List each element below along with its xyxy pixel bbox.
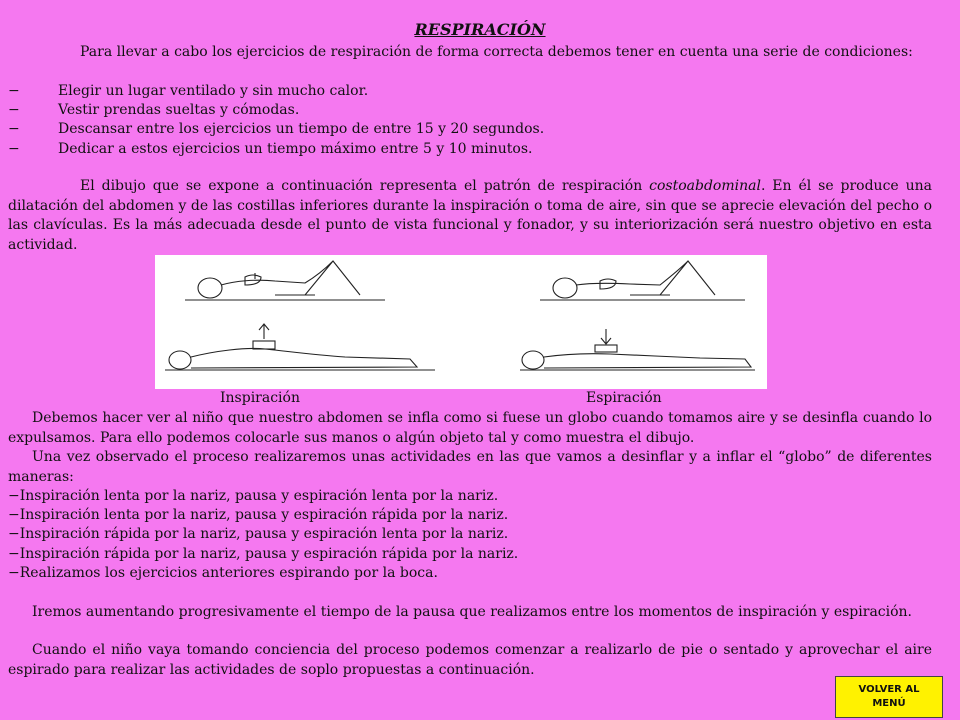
back-to-menu-button[interactable] bbox=[835, 676, 943, 718]
body-outline bbox=[544, 354, 751, 368]
condition-text: Dedicar a estos ejercicios un tiempo máximo entre 5 y 10 minutos. bbox=[58, 141, 533, 157]
head bbox=[522, 351, 544, 369]
caption-expiration: Espiración bbox=[586, 390, 662, 406]
bullet-dash: − bbox=[8, 102, 20, 118]
condition-item bbox=[8, 120, 544, 140]
drawing-text-b: . En él se produce una dilatación del abdomen y de las costillas inferiores durante la inspiración o toma de aire, sin que se aprecie elevación del pecho o las clavículas. Es la más adecuada desde el punto de vista funcional y fonador, y su interiorización será nuestro objetivo en esta actividad. bbox=[8, 178, 932, 253]
back-to-menu-label: VOLVER AL MENÚ bbox=[858, 684, 920, 709]
head bbox=[169, 351, 191, 369]
activity-item: −Realizamos los ejercicios anteriores espirando por la boca. bbox=[8, 565, 438, 581]
hand bbox=[600, 279, 616, 289]
breathing-figures-svg bbox=[155, 255, 767, 389]
body-outline bbox=[191, 348, 417, 368]
pause-paragraph: Iremos aumentando progresivamente el tiempo de la pausa que realizamos entre los momentos de inspiración y espiración. bbox=[32, 604, 913, 620]
final-paragraph: Cuando el niño vaya tomando conciencia del proceso podemos comenzar a realizarlo de pie o sentado y aprovechar el aire espirado para realizar las actividades de soplo propuestas a continuación. bbox=[8, 642, 932, 678]
bullet-dash: − bbox=[8, 121, 20, 137]
condition-text: Elegir un lugar ventilado y sin mucho calor. bbox=[58, 83, 369, 99]
head bbox=[198, 278, 222, 298]
inspiration-figures bbox=[165, 261, 435, 370]
condition-text: Vestir prendas sueltas y cómodas. bbox=[58, 102, 300, 118]
bullet-dash: − bbox=[8, 141, 20, 157]
condition-text: Descansar entre los ejercicios un tiempo de entre 15 y 20 segundos. bbox=[58, 121, 545, 137]
object-on-belly bbox=[595, 345, 617, 352]
page-title: RESPIRACIÓN bbox=[414, 20, 546, 39]
body-outline bbox=[221, 261, 360, 295]
activity-item: −Inspiración rápida por la nariz, pausa y espiración rápida por la nariz. bbox=[8, 546, 519, 562]
head bbox=[553, 278, 577, 298]
expiration-figures bbox=[520, 261, 755, 370]
drawing-paragraph bbox=[8, 177, 932, 255]
activity-item: −Inspiración lenta por la nariz, pausa y espiración lenta por la nariz. bbox=[8, 488, 499, 504]
condition-item bbox=[8, 140, 533, 160]
condition-item bbox=[8, 101, 299, 121]
drawing-text-a: El dibujo que se expone a continuación representa el patrón de respiración bbox=[80, 178, 650, 194]
drawing-text-emphasis: costoabdominal bbox=[649, 178, 761, 194]
activity-item: −Inspiración rápida por la nariz, pausa y espiración lenta por la nariz. bbox=[8, 526, 509, 542]
caption-inspiration: Inspiración bbox=[220, 390, 300, 406]
balloon-paragraph: Debemos hacer ver al niño que nuestro abdomen se infla como si fuese un globo cuando tomamos aire y se desinfla cuando lo expulsamos. Para ello podemos colocarle sus manos o algún objeto tal y como muestra el dibujo. bbox=[8, 410, 932, 446]
condition-item bbox=[8, 82, 368, 102]
breathing-illustration bbox=[155, 255, 767, 389]
activity-item: −Inspiración lenta por la nariz, pausa y espiración rápida por la nariz. bbox=[8, 507, 509, 523]
body-outline bbox=[576, 261, 715, 295]
activities-paragraph: Una vez observado el proceso realizaremos unas actividades en las que vamos a desinflar y a inflar el “globo” de diferentes maneras: bbox=[8, 449, 932, 485]
object-on-belly bbox=[253, 341, 275, 349]
intro-paragraph: Para llevar a cabo los ejercicios de respiración de forma correcta debemos tener en cuenta una serie de condiciones: bbox=[80, 44, 913, 60]
bullet-dash: − bbox=[8, 83, 20, 99]
